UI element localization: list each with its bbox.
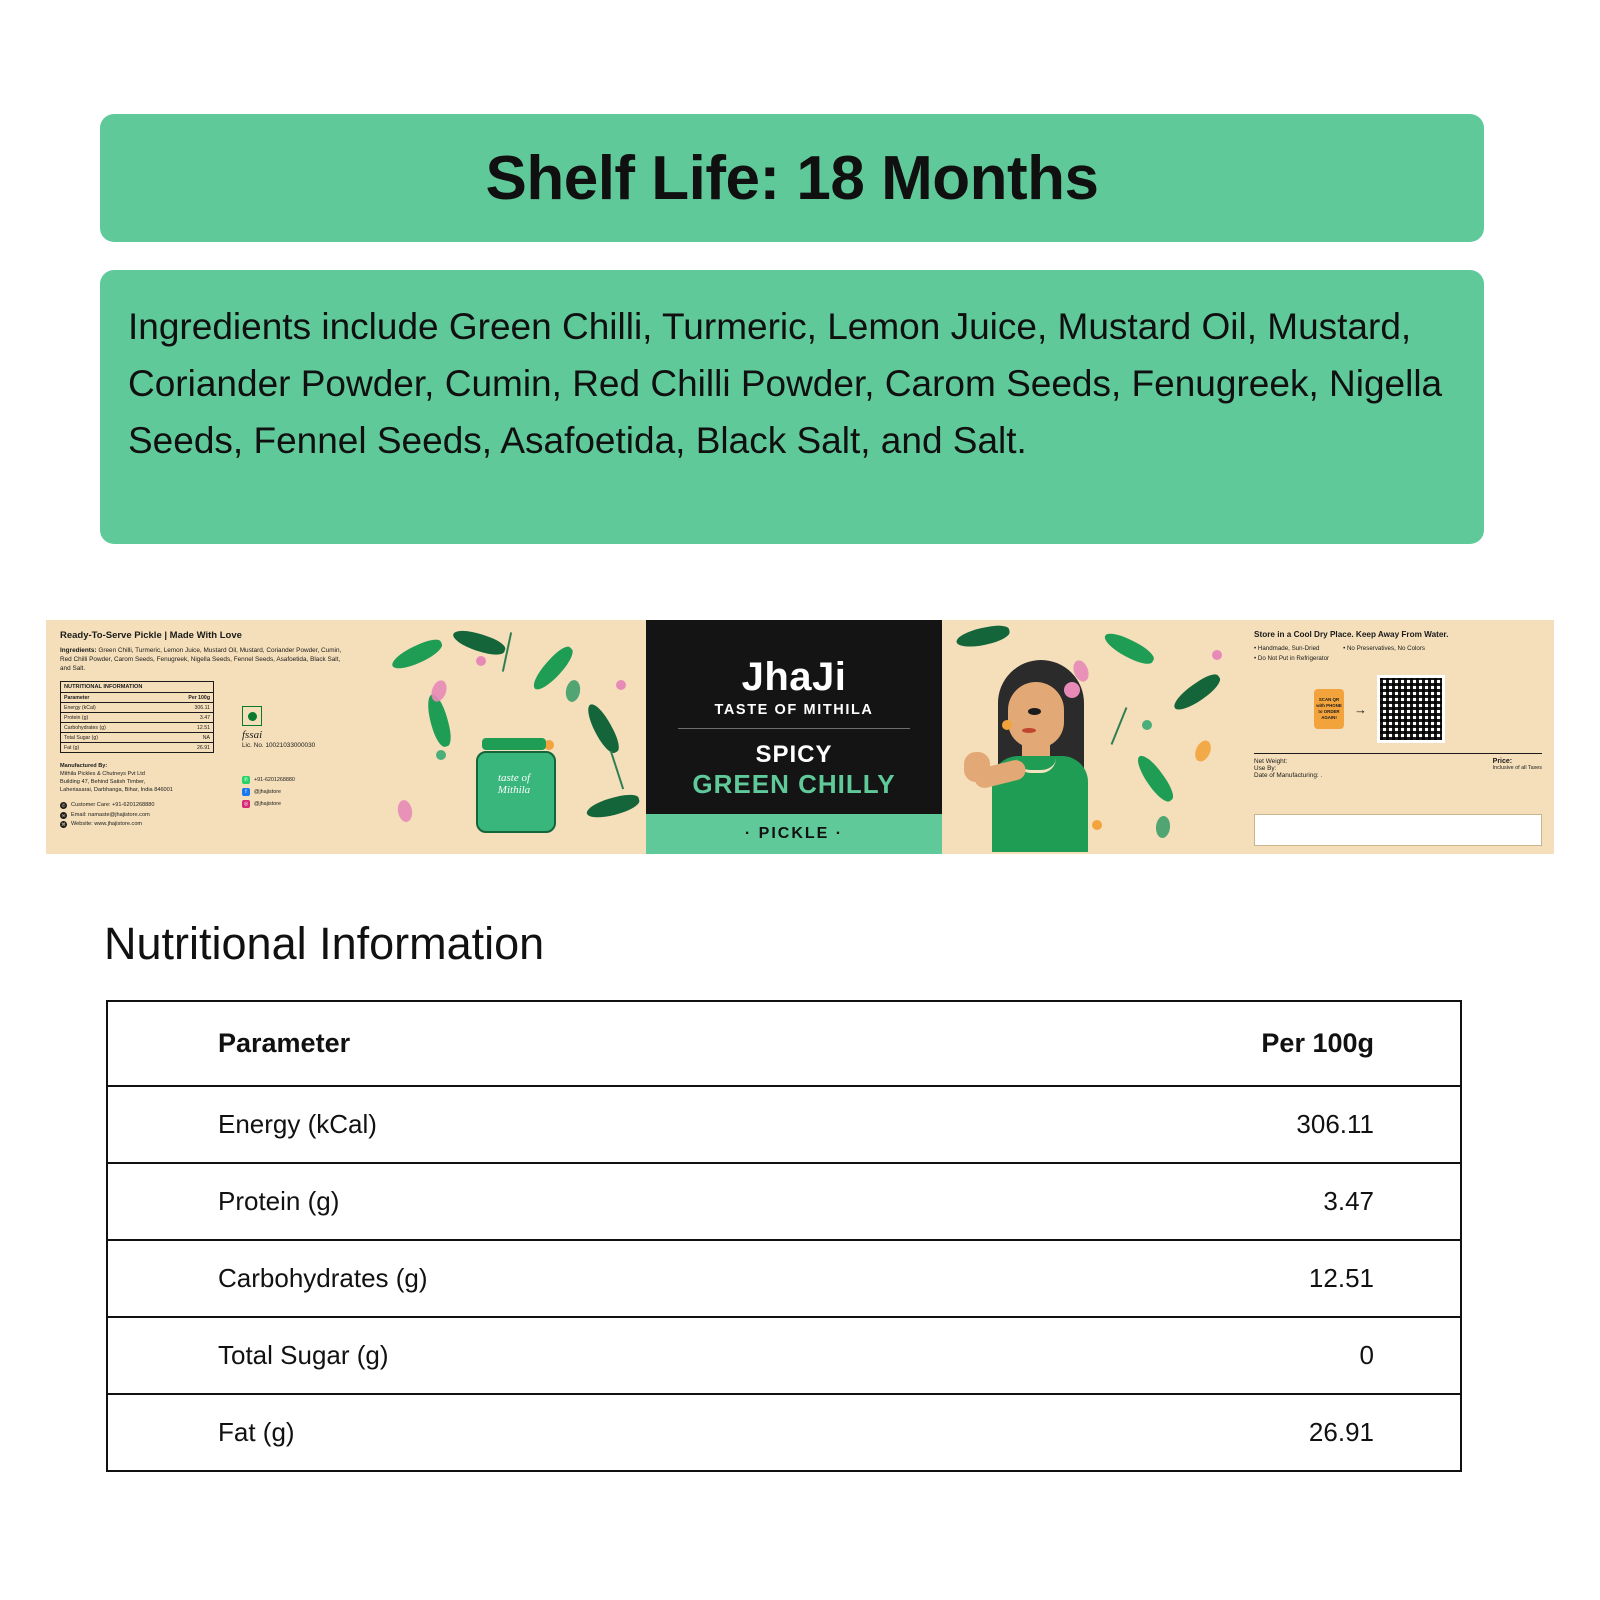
- social-text: @jhajistore: [254, 801, 282, 807]
- cell-value: 0: [1359, 1340, 1374, 1370]
- chilli-motif: [1133, 752, 1178, 806]
- row-value: 3.47: [199, 714, 210, 721]
- label-nutrition-head-param: Parameter: [64, 694, 90, 701]
- ingredients-text: Ingredients include Green Chilli, Turmeric, Lemon Juice, Mustard Oil, Mustard, Coriander Powder, Cumin, Red Chilli Powder, Carom Seeds, Fenugreek, Nigella Seeds, Fennel Seeds, Asafoetida, Black Salt, and Salt.: [128, 306, 1443, 461]
- row-param: Fat (g): [64, 744, 80, 751]
- storage-bullets-right: [1343, 644, 1425, 663]
- storage-bullets-left: [1254, 644, 1329, 663]
- arrow-right-icon: →: [1354, 701, 1367, 717]
- stem-motif: [610, 751, 624, 790]
- row-value: NA: [202, 734, 210, 741]
- product-line-1: SPICY: [755, 741, 833, 768]
- label-nutrition-row: [61, 743, 213, 752]
- ingredients-banner: [100, 270, 1484, 544]
- chilli-motif: [585, 791, 642, 821]
- label-nutrition-row: [61, 713, 213, 723]
- facebook-icon: f: [242, 788, 250, 796]
- nutrition-heading: Nutritional Information: [104, 918, 545, 969]
- price-note: Inclusive of all Taxes: [1492, 765, 1542, 771]
- contact-text: Website: www.jhajistore.com: [71, 821, 143, 827]
- table-row: [107, 1317, 1461, 1394]
- label-ingredients: [60, 646, 350, 673]
- chilli-motif: [389, 635, 445, 673]
- cell-parameter: Fat (g): [218, 1417, 295, 1447]
- row-param: Energy (kCal): [64, 704, 96, 711]
- table-row: [107, 1240, 1461, 1317]
- chilli-motif: [451, 626, 508, 659]
- row-param: Carbohydrates (g): [64, 724, 106, 731]
- bullet: • Handmade, Sun-Dried: [1254, 645, 1320, 652]
- manufacturer-line: Mithila Pickles & Chutneys Pvt Ltd: [60, 771, 145, 777]
- cell-value: 26.91: [1308, 1417, 1374, 1447]
- weight-price-row: [1254, 758, 1542, 779]
- dot-motif: [616, 680, 626, 690]
- contact-text: Customer Care: +91-6201268880: [71, 802, 155, 808]
- fssai-license: Lic. No. 10021033000030: [242, 742, 316, 749]
- label-art-right: [942, 620, 1242, 854]
- use-by-label: Use By:: [1254, 765, 1277, 772]
- instagram-icon: ◎: [243, 801, 249, 807]
- label-ingredients-label: Ingredients:: [60, 647, 97, 654]
- label-tagline: Ready-To-Serve Pickle | Made With Love: [60, 630, 242, 641]
- qr-section: [1254, 675, 1542, 743]
- storage-header: Store in a Cool Dry Place. Keep Away From Water.: [1254, 630, 1449, 639]
- divider: [678, 728, 910, 729]
- brand-tagline: TASTE OF MITHILA: [714, 702, 874, 718]
- qr-code-icon: [1377, 675, 1445, 743]
- contact-row: [60, 811, 366, 821]
- label-left-panel: [46, 620, 376, 854]
- label-contacts: [60, 801, 366, 830]
- stem-motif: [1111, 707, 1128, 745]
- cell-value: 306.11: [1296, 1109, 1374, 1139]
- bullet: • Do Not Put in Refrigerator: [1254, 654, 1330, 662]
- row-param: Protein (g): [64, 714, 89, 721]
- price-label: Price:: [1492, 758, 1513, 765]
- dot-motif: [436, 750, 446, 760]
- nutrition-table: [106, 1000, 1462, 1472]
- fssai-logo-text: fssai: [242, 729, 263, 741]
- jar-label-text: taste of Mithila: [497, 772, 531, 796]
- bullet: • No Preservatives, No Colors: [1343, 645, 1426, 652]
- fssai-block: [242, 706, 362, 749]
- table-row: [107, 1394, 1461, 1471]
- shelf-life-title: Shelf Life: 18 Months: [485, 143, 1099, 213]
- storage-bullets: [1254, 644, 1542, 663]
- table-row: [107, 1163, 1461, 1240]
- date-of-manufacturing-label: Date of Manufacturing: .: [1254, 772, 1323, 779]
- cell-parameter: Energy (kCal): [218, 1109, 377, 1139]
- dot-motif: [476, 656, 486, 666]
- label-right-panel: [1242, 620, 1554, 854]
- dot-motif: [1092, 820, 1102, 830]
- table-header-row: [107, 1001, 1461, 1086]
- label-nutrition-box: [60, 681, 214, 753]
- label-nutrition-row: [61, 703, 213, 713]
- veg-mark-icon: [242, 706, 262, 726]
- scan-qr-badge: SCAN QR with PHONE to ORDER AGAIN!: [1314, 689, 1344, 729]
- label-nutrition-head-value: Per 100g: [188, 694, 210, 701]
- social-text: +91-6201268880: [254, 777, 295, 783]
- brand-logo: JhaJi: [741, 655, 847, 699]
- row-value: 306.11: [194, 704, 210, 711]
- table-row: [107, 1086, 1461, 1163]
- column-header-per-100g: Per 100g: [1261, 1028, 1374, 1058]
- column-header-parameter: Parameter: [218, 1028, 351, 1058]
- cell-parameter: Total Sugar (g): [218, 1340, 389, 1370]
- cell-parameter: Carbohydrates (g): [218, 1263, 428, 1293]
- blank-print-box: [1254, 814, 1542, 846]
- label-brand-panel: [646, 620, 942, 854]
- shelf-life-banner: [100, 114, 1484, 242]
- label-ingredients-text: Green Chilli, Turmeric, Lemon Juice, Mustard Oil, Mustard, Coriander Powder, Cumin, Red Chilli Powder, Carom Seeds, Fenugreek, Nigella Seeds, Fennel Seeds, Asafoetida, Black Salt, and Salt.: [60, 647, 342, 672]
- social-row: [242, 787, 295, 797]
- globe-icon: ⌘: [61, 822, 66, 828]
- chilli-motif: [955, 623, 1011, 651]
- pickle-jar-illustration: [472, 738, 556, 830]
- manufacturer-title: Manufactured By:: [60, 763, 108, 769]
- label-nutrition-head: [61, 693, 213, 703]
- flower-motif: [564, 679, 582, 703]
- net-weight-label: Net Weight:: [1254, 758, 1288, 765]
- weight-column: [1254, 758, 1322, 779]
- label-manufacturer: [60, 762, 366, 794]
- dot-motif: [1212, 650, 1222, 660]
- flower-motif: [1192, 738, 1214, 764]
- social-row: [242, 775, 295, 785]
- chilli-motif: [1170, 670, 1224, 715]
- price-column: [1493, 758, 1542, 779]
- weight-price-block: [1254, 753, 1542, 779]
- contact-row: [60, 801, 366, 811]
- chilli-motif: [583, 701, 623, 757]
- chilli-motif: [1101, 628, 1157, 668]
- contact-row: [60, 820, 366, 830]
- whatsapp-icon: ✆: [243, 777, 249, 783]
- social-row: [242, 799, 295, 809]
- row-value: 12.51: [197, 724, 210, 731]
- cell-value: 3.47: [1323, 1186, 1374, 1216]
- label-nutrition-row: [61, 723, 213, 733]
- label-nutrition-title: NUTRITIONAL INFORMATION: [61, 682, 213, 693]
- social-text: @jhajistore: [254, 789, 282, 795]
- cell-value: 12.51: [1308, 1263, 1374, 1293]
- row-param: Total Sugar (g): [64, 734, 99, 741]
- phone-icon: ✆: [61, 803, 66, 809]
- manufacturer-line: Building 47, Behind Satish Timber,: [60, 779, 146, 785]
- mail-icon: ✉: [61, 812, 66, 818]
- flower-motif: [396, 799, 414, 823]
- label-nutrition-row: [61, 733, 213, 743]
- flower-motif: [1155, 815, 1171, 838]
- label-art-left: [376, 620, 646, 854]
- label-socials: [242, 775, 295, 811]
- product-line-2: GREEN CHILLY: [692, 769, 896, 799]
- contact-text: Email: namaste@jhajistore.com: [71, 811, 150, 818]
- cell-parameter: Protein (g): [218, 1186, 340, 1216]
- manufacturer-line: Laheriasarai, Darbhanga, Bihar, India 846001: [60, 787, 173, 793]
- row-value: 26.91: [197, 744, 210, 751]
- product-type-footer: · PICKLE ·: [646, 814, 942, 854]
- dot-motif: [1142, 720, 1152, 730]
- product-label-artwork: [46, 620, 1554, 854]
